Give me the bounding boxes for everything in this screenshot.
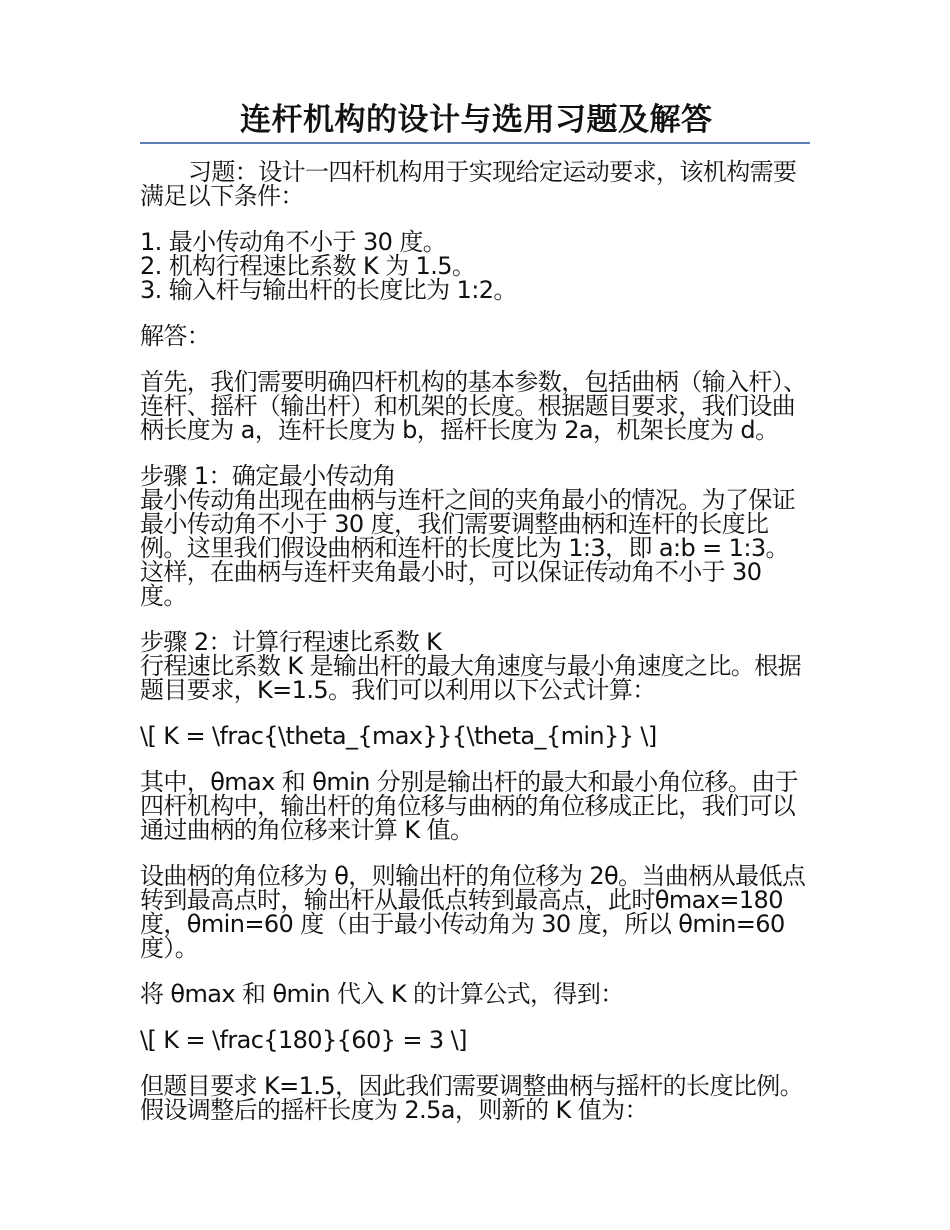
document-body — [140, 160, 812, 1144]
problem-statement: 习题：设计一四杆机构用于实现给定运动要求，该机构需要满足以下条件： — [140, 158, 797, 210]
condition-item: 3. 输入杆与输出杆的长度比为 1:2。 — [140, 276, 517, 304]
explanation-paragraph-1: 其中，θmax 和 θmin 分别是输出杆的最大和最小角位移。由于四杆机构中，输出杆的角位移与曲柄的角位移成正比，我们可以通过曲柄的角位移来计算 K 值。 — [140, 768, 798, 844]
substitution-paragraph: 将 θmax 和 θmin 代入 K 的计算公式，得到： — [140, 980, 624, 1008]
step2-body: 行程速比系数 K 是输出杆的最大角速度与最小角速度之比。根据题目要求，K=1.5。我们可以利用以下公式计算： — [140, 652, 801, 704]
conditions-list — [140, 230, 812, 302]
explanation-paragraph-2: 设曲柄的角位移为 θ，则输出杆的角位移为 2θ。当曲柄从最低点转到最高点时，输出杆从最低点转到最高点，此时θmax=180 度，θmin=60 度（由于最小传动角为 30 度，所以 θmin=60 度）。 — [140, 862, 806, 962]
intro-paragraph: 首先，我们需要明确四杆机构的基本参数，包括曲柄（输入杆）、连杆、摇杆（输出杆）和机架的长度。根据题目要求，我们设曲柄长度为 a，连杆长度为 b，摇杆长度为 2a，机架长度为 d。 — [140, 368, 807, 444]
condition-item: 1. 最小传动角不小于 30 度。 — [140, 228, 447, 256]
answer-label: 解答： — [140, 322, 211, 350]
step1-body: 最小传动角出现在曲柄与连杆之间的夹角最小的情况。为了保证最小传动角不小于 30 度，我们需要调整曲柄和连杆的长度比例。这里我们假设曲柄和连杆的长度比为 1:3，即 a:b = 1:3。这样，在曲柄与连杆夹角最小时，可以保证传动角不小于 30 度。 — [140, 486, 796, 610]
formula-k-ratio: \[ K = \frac{\theta_{max}}{\theta_{min}} \] — [140, 722, 657, 750]
title-block — [140, 98, 810, 144]
condition-item: 2. 机构行程速比系数 K 为 1.5。 — [140, 252, 476, 280]
formula-k-value: \[ K = \frac{180}{60} = 3 \] — [140, 1026, 467, 1054]
conclusion-paragraph: 但题目要求 K=1.5，因此我们需要调整曲柄与摇杆的长度比例。假设调整后的摇杆长度为 2.5a，则新的 K 值为： — [140, 1072, 804, 1124]
step1-heading: 步骤 1：确定最小传动角 — [140, 462, 396, 490]
step2-heading: 步骤 2：计算行程速比系数 K — [140, 628, 442, 656]
document-title: 连杆机构的设计与选用习题及解答 — [240, 102, 713, 138]
